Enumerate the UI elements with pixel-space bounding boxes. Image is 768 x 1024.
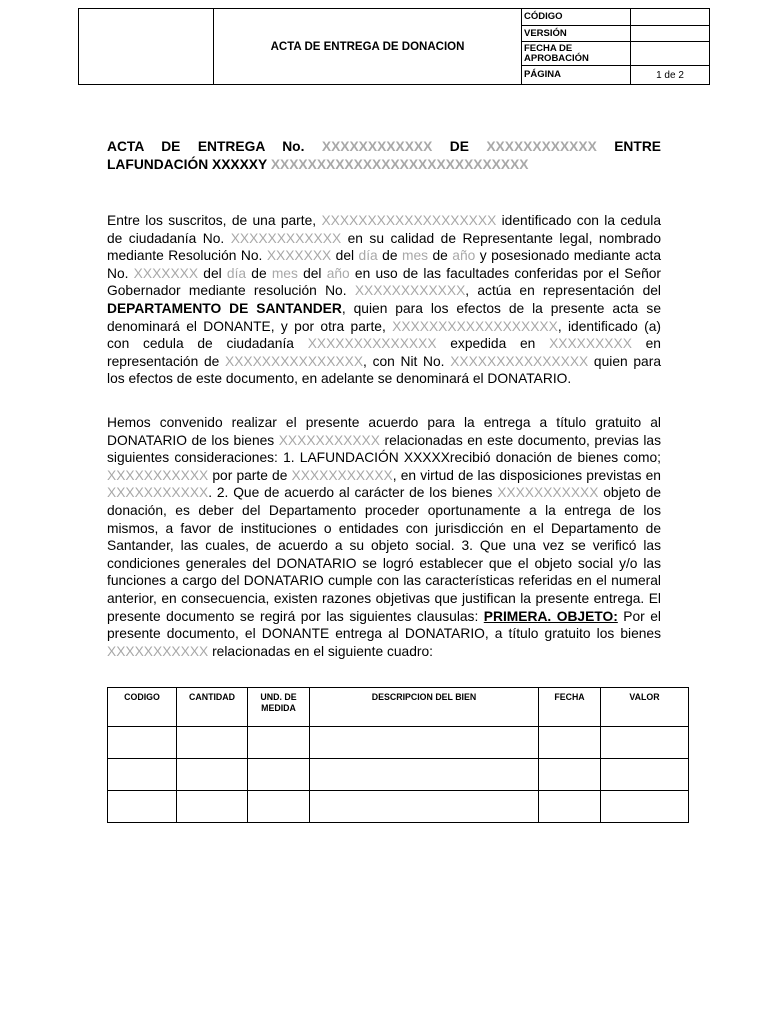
column-header-quantity: CANTIDAD — [177, 688, 248, 727]
version-label: VERSIÓN — [522, 26, 631, 42]
text: de — [246, 265, 272, 281]
act-heading — [107, 138, 661, 174]
text: , con Nit No. — [363, 353, 451, 369]
table-row — [108, 759, 689, 791]
page-label: PÁGINA — [522, 66, 631, 85]
placeholder: XXXXXXXXXXXXXXXXXXX — [321, 213, 497, 228]
text: Entre los suscritos, de una parte, — [107, 213, 322, 228]
text: , identificado (a) con cedula de ciudadanía — [107, 318, 661, 352]
logo-cell — [79, 9, 214, 85]
table-cell — [601, 727, 689, 759]
document-title: ACTA DE ENTREGA DE DONACION — [214, 9, 522, 85]
placeholder: día — [226, 265, 247, 281]
placeholder: XXXXXXXXX — [549, 336, 632, 352]
placeholder: XXXXXXXXXXXXXXX — [450, 353, 589, 369]
text: expedida en — [436, 336, 550, 352]
text: , actúa en representación del — [465, 283, 661, 299]
approval-date-label: FECHA DE APROBACIÓN — [522, 42, 631, 66]
goods-table — [107, 687, 689, 823]
code-label: CÓDIGO — [522, 9, 631, 26]
placeholder: XXXXXXXXXXXX — [354, 283, 466, 299]
paragraph-parties — [107, 212, 661, 388]
placeholder: XXXXXXX — [133, 265, 199, 281]
goods-table-header — [108, 688, 689, 727]
document-header — [78, 8, 710, 85]
placeholder: XXXXXXXXXXXXXXX — [225, 353, 364, 369]
text: de — [428, 248, 453, 264]
text: por parte de — [208, 467, 292, 483]
placeholder: XXXXXXXXXXX — [291, 467, 393, 483]
table-cell — [310, 791, 539, 823]
table-cell — [248, 759, 310, 791]
table-row — [108, 791, 689, 823]
table-cell — [177, 727, 248, 759]
text: relacionadas en el siguiente cuadro: — [208, 643, 433, 659]
approval-date-value — [631, 42, 710, 66]
table-cell — [539, 791, 601, 823]
placeholder: XXXXXXXXXXX — [278, 432, 380, 448]
table-cell — [601, 759, 689, 791]
text: Por el presente documento, el DONANTE entrega al DONATARIO, a título gratuito los bienes — [107, 608, 661, 642]
column-header-date: FECHA — [539, 688, 601, 727]
text: relacionadas en este documento, previas las siguientes consideraciones: 1. LAFUNDACIÓN XXXXXrecibió donación de bienes como; — [107, 432, 661, 466]
table-cell — [248, 727, 310, 759]
placeholder: mes — [271, 265, 298, 281]
page-value: 1 de 2 — [631, 66, 710, 85]
placeholder: XXXXXXXXXXXX — [321, 139, 433, 154]
placeholder: XXXXXXXXXXX — [107, 643, 209, 659]
text: del — [297, 265, 327, 281]
table-cell — [248, 791, 310, 823]
table-cell — [177, 759, 248, 791]
placeholder: XXXXXXXXXXXX — [486, 139, 597, 154]
column-header-description: DESCRIPCION DEL BIEN — [310, 688, 539, 727]
clause-first-object: PRIMERA. OBJETO: — [483, 608, 618, 624]
text: identificado con la cedula de ciudadanía No. — [107, 213, 662, 246]
text: de — [377, 248, 402, 264]
placeholder: XXXXXXXXXXXXXX — [307, 336, 437, 352]
placeholder: XXXXXXXXXXXXXXXXXXXXXXXXXXXX — [270, 157, 529, 172]
version-value — [631, 26, 710, 42]
text: en su calidad de Representante legal, nombrado mediante Resolución No. — [107, 230, 662, 264]
text: . 2. Que de acuerdo al carácter de los bienes — [208, 485, 498, 501]
text: , en virtud de las disposiciones previstas en — [392, 467, 661, 483]
text: en representación de — [107, 336, 661, 369]
placeholder: XXXXXXXXXXX — [107, 485, 209, 501]
column-header-value: VALOR — [601, 688, 689, 727]
table-cell — [539, 727, 601, 759]
placeholder: día — [358, 248, 378, 264]
table-cell — [310, 759, 539, 791]
table-cell — [177, 791, 248, 823]
text: , quien para los efectos de la presente acta se denominará el DONANTE, y por otra parte, — [107, 300, 661, 334]
heading-text: ACTA DE ENTREGA No. — [107, 139, 322, 154]
text: Hemos convenido realizar el presente acuerdo para la entrega a título gratuito al DONATARIO de los bienes — [107, 415, 661, 448]
table-cell — [108, 727, 177, 759]
department-name: DEPARTAMENTO DE SANTANDER — [107, 300, 342, 316]
heading-text: DE — [432, 139, 487, 154]
placeholder: mes — [401, 248, 429, 264]
placeholder: XXXXXXXXXXX — [497, 485, 599, 501]
heading-text: ENTRE LAFUNDACIÓN XXXXXY — [107, 139, 661, 172]
table-cell — [601, 791, 689, 823]
column-header-unit: UND. DE MEDIDA — [248, 688, 310, 727]
text: y posesionado mediante acta No. — [107, 248, 662, 281]
text: del — [331, 248, 359, 264]
placeholder: año — [326, 265, 350, 281]
text: objeto de donación, es deber del Departamento proceder oportunamente a la entrega de los mismos, a favor de instituciones o entidades con jurisdicción en el Departamento de Santander, las cuales, de acuerdo a su objeto social. 3. Que una vez se verificó las condiciones generales del DONATARIO se logró establecer que el objeto social y/o las funciones a cargo del DONATARIO cumple con las características referidas en el numeral anterior, en consecuencia, existen razones objetivas que justifican la presente entrega. El presente documento se regirá por las siguientes clausulas: — [107, 485, 661, 624]
paragraph-considerations — [107, 414, 661, 660]
placeholder: XXXXXXXXXXXX — [230, 230, 342, 246]
table-cell — [108, 759, 177, 791]
text: en uso de las facultades conferidas por el Señor Gobernador mediante resolución No. — [107, 265, 662, 299]
text: quien para los efectos de este documento, en adelante se denominará el DONATARIO. — [107, 353, 661, 387]
table-cell — [310, 727, 539, 759]
text: del — [198, 265, 227, 281]
table-row — [108, 727, 689, 759]
placeholder: XXXXXXXXXXXXXXXXXX — [392, 318, 558, 334]
column-header-code: CODIGO — [108, 688, 177, 727]
table-cell — [539, 759, 601, 791]
placeholder: año — [452, 248, 476, 264]
table-cell — [108, 791, 177, 823]
placeholder: XXXXXXXXXXX — [107, 467, 209, 483]
placeholder: XXXXXXX — [266, 248, 332, 264]
code-value — [631, 9, 710, 26]
